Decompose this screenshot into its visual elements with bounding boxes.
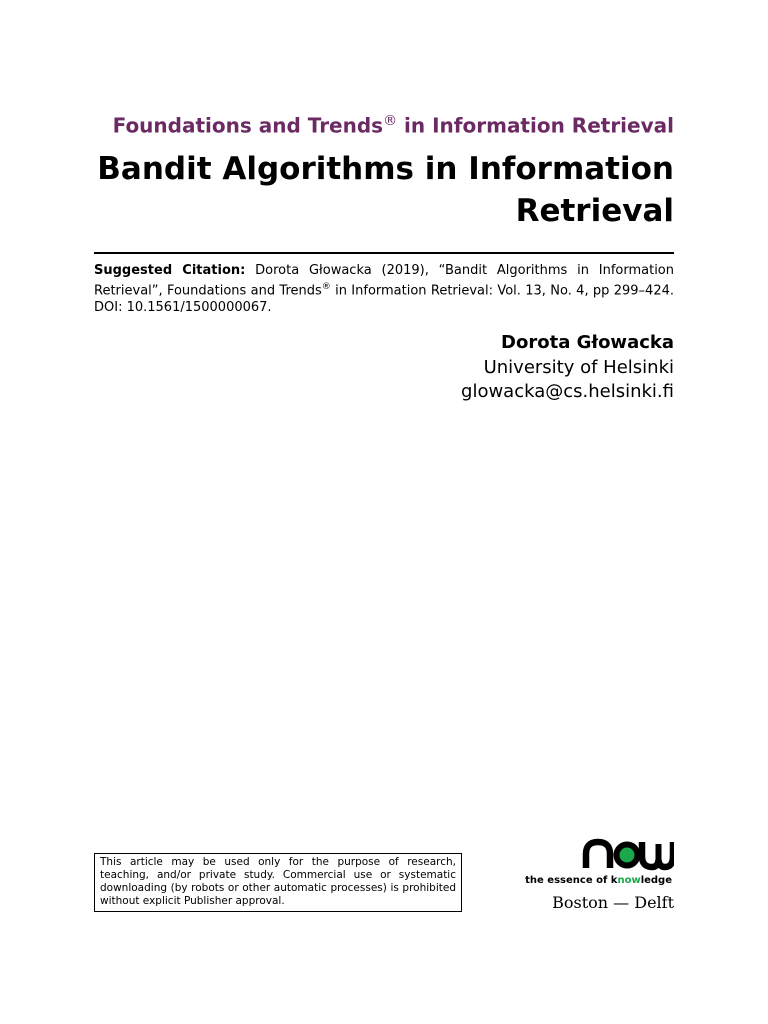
- author-name: Dorota Głowacka: [501, 332, 674, 353]
- publisher-location: Boston — Delft: [552, 893, 674, 912]
- author-affiliation: University of Helsinki: [483, 357, 674, 378]
- tagline-end: ledge: [640, 875, 672, 886]
- author-block: [374, 330, 674, 404]
- journal-series: [94, 113, 674, 138]
- citation-label: Suggested Citation:: [94, 263, 246, 278]
- tagline-start: the essence of: [525, 875, 611, 886]
- title-rule: [94, 252, 674, 254]
- author-email[interactable]: glowacka@cs.helsinki.fi: [461, 381, 674, 402]
- publisher-tagline: [520, 875, 672, 886]
- tagline-highlight: now: [617, 875, 641, 886]
- tagline-k: k: [610, 875, 618, 886]
- citation-text: Dorota Głowacka (2019), “Bandit Algorithms in Information Retrieval”, Foundations and Trends: [94, 263, 675, 299]
- series-suffix: in Information Retrieval: [397, 113, 674, 138]
- logo-letter-o: [617, 845, 638, 866]
- usage-notice: This article may be used only for the purpose of research, teaching, and/or private study. Commercial use or systematic downloading (by robots or other automatic processes) is prohibited without explicit Publisher approval.: [94, 853, 462, 912]
- citation-registered-mark: ®: [321, 282, 331, 292]
- registered-mark: ®: [383, 113, 398, 129]
- logo-letter-w: [642, 842, 673, 867]
- logo-letter-n: [586, 842, 610, 868]
- citation-text-end: in Information Retrieval: Vol. 13, No. 4, pp 299–424. DOI: 10.1561/1500000067.: [94, 283, 674, 316]
- series-prefix: Foundations and Trends: [112, 113, 384, 138]
- suggested-citation: [94, 262, 674, 316]
- article-title: Bandit Algorithms in Information Retrieval: [97, 151, 674, 229]
